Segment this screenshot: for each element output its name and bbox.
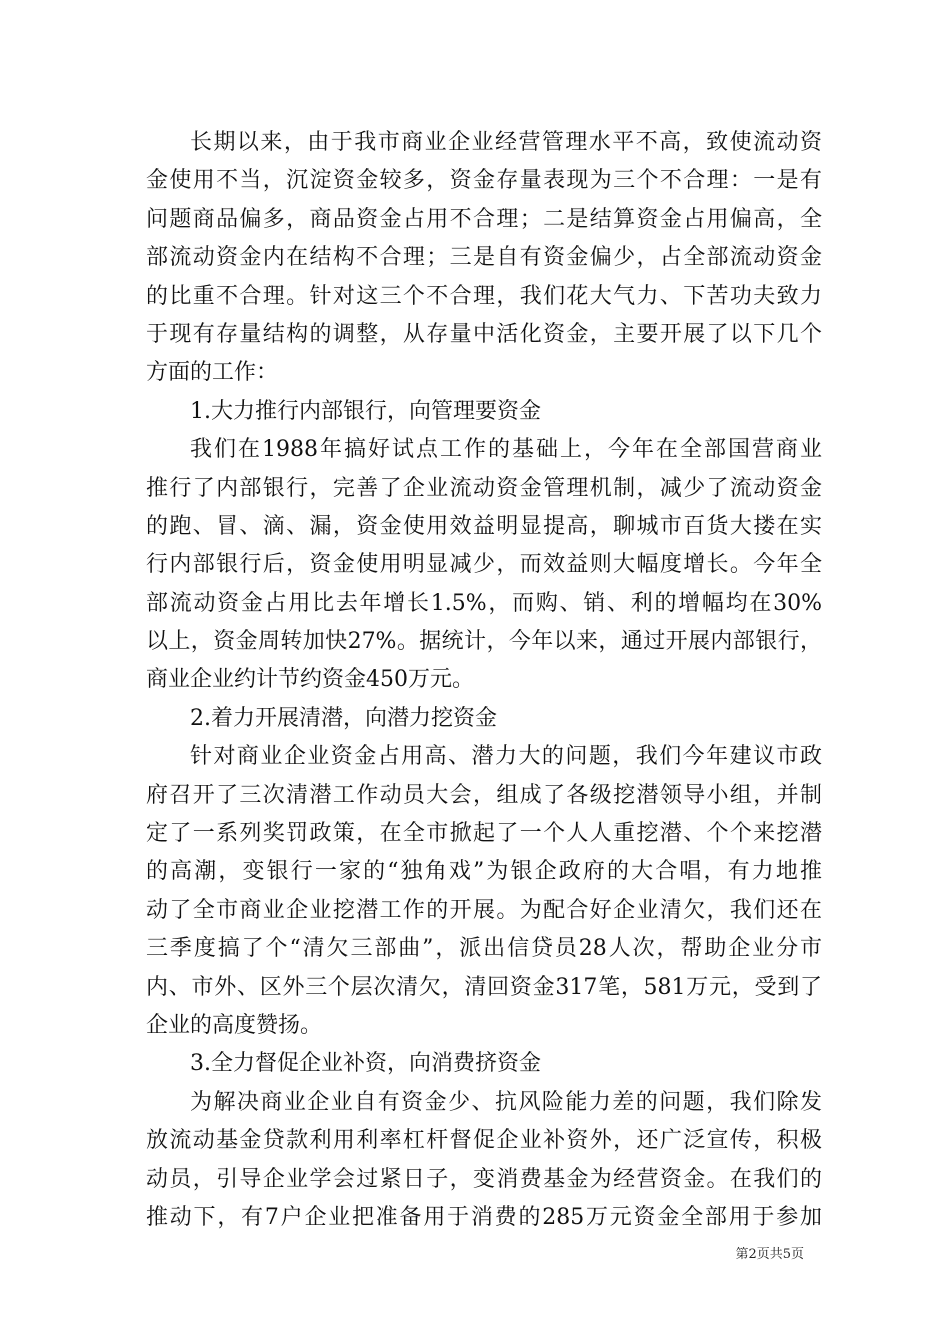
- paragraph-3-line-7: 内、市外、区外三个层次清欠，清回资金317笔，581万元，受到了: [146, 974, 822, 1000]
- paragraph-1-line-4: 部流动资金内在结构不合理；三是自有资金偏少，占全部流动资金: [146, 245, 822, 271]
- paragraph-2-line-6: 以上，资金周转加快27%。据统计，今年以来，通过开展内部银行，: [146, 629, 822, 655]
- paragraph-4-line-1: 为解决商业企业自有资金少、抗风险能力差的问题，我们除发: [190, 1089, 822, 1115]
- paragraph-2-line-2: 推行了内部银行，完善了企业流动资金管理机制，减少了流动资金: [146, 475, 822, 501]
- section-heading-2: 2.着力开展清潜，向潜力挖资金: [190, 705, 497, 731]
- paragraph-3-line-5: 动了全市商业企业挖潜工作的开展。为配合好企业清欠，我们还在: [146, 897, 822, 923]
- paragraph-3-line-2: 府召开了三次清潜工作动员大会，组成了各级挖潜领导小组，并制: [146, 782, 822, 808]
- section-heading-3: 3.全力督促企业补资，向消费挤资金: [190, 1051, 541, 1077]
- section-heading-1: 1.大力推行内部银行，向管理要资金: [190, 398, 541, 424]
- paragraph-2-line-1: 我们在1988年搞好试点工作的基础上，今年在全部国营商业: [190, 437, 822, 463]
- paragraph-2-line-5: 部流动资金占用比去年增长1.5%，而购、销、利的增幅均在30%: [146, 590, 822, 616]
- paragraph-1-line-5: 的比重不合理。针对这三个不合理，我们花大气力、下苦功夫致力: [146, 283, 822, 309]
- paragraph-4-line-3: 动员，引导企业学会过紧日子，变消费基金为经营资金。在我们的: [146, 1166, 822, 1192]
- paragraph-3-line-1: 针对商业企业资金占用高、潜力大的问题，我们今年建议市政: [190, 744, 822, 770]
- document-body: [146, 124, 822, 1237]
- paragraph-3-line-6: 三季度搞了个“清欠三部曲”，派出信贷员28人次，帮助企业分市: [146, 936, 822, 962]
- paragraph-3-line-8: 企业的高度赞扬。: [146, 1012, 323, 1038]
- paragraph-3-line-3: 定了一系列奖罚政策，在全市掀起了一个人人重挖潜、个个来挖潜: [146, 821, 822, 847]
- paragraph-1-line-2: 金使用不当，沉淀资金较多，资金存量表现为三个不合理：一是有: [146, 168, 822, 194]
- paragraph-1-line-6: 于现有存量结构的调整，从存量中活化资金，主要开展了以下几个: [146, 321, 822, 347]
- paragraph-2-line-7: 商业企业约计节约资金450万元。: [146, 667, 474, 693]
- paragraph-1-line-3: 问题商品偏多，商品资金占用不合理；二是结算资金占用偏高，全: [146, 206, 822, 232]
- paragraph-3-line-4: 的高潮，变银行一家的“独角戏”为银企政府的大合唱，有力地推: [146, 859, 822, 885]
- paragraph-4-line-4: 推动下，有7户企业把准备用于消费的285万元资金全部用于参加: [146, 1204, 822, 1230]
- paragraph-2-line-3: 的跑、冒、滴、漏，资金使用效益明显提高，聊城市百货大搂在实: [146, 513, 822, 539]
- page-number: 第2页共5页: [735, 1247, 804, 1262]
- paragraph-4-line-2: 放流动基金贷款利用利率杠杆督促企业补资外，还广泛宣传，积极: [146, 1128, 822, 1154]
- paragraph-1-line-1: 长期以来，由于我市商业企业经营管理水平不高，致使流动资: [190, 130, 822, 155]
- paragraph-2-line-4: 行内部银行后，资金使用明显减少，而效益则大幅度增长。今年全: [146, 552, 822, 578]
- paragraph-1-line-7: 方面的工作：: [146, 360, 279, 386]
